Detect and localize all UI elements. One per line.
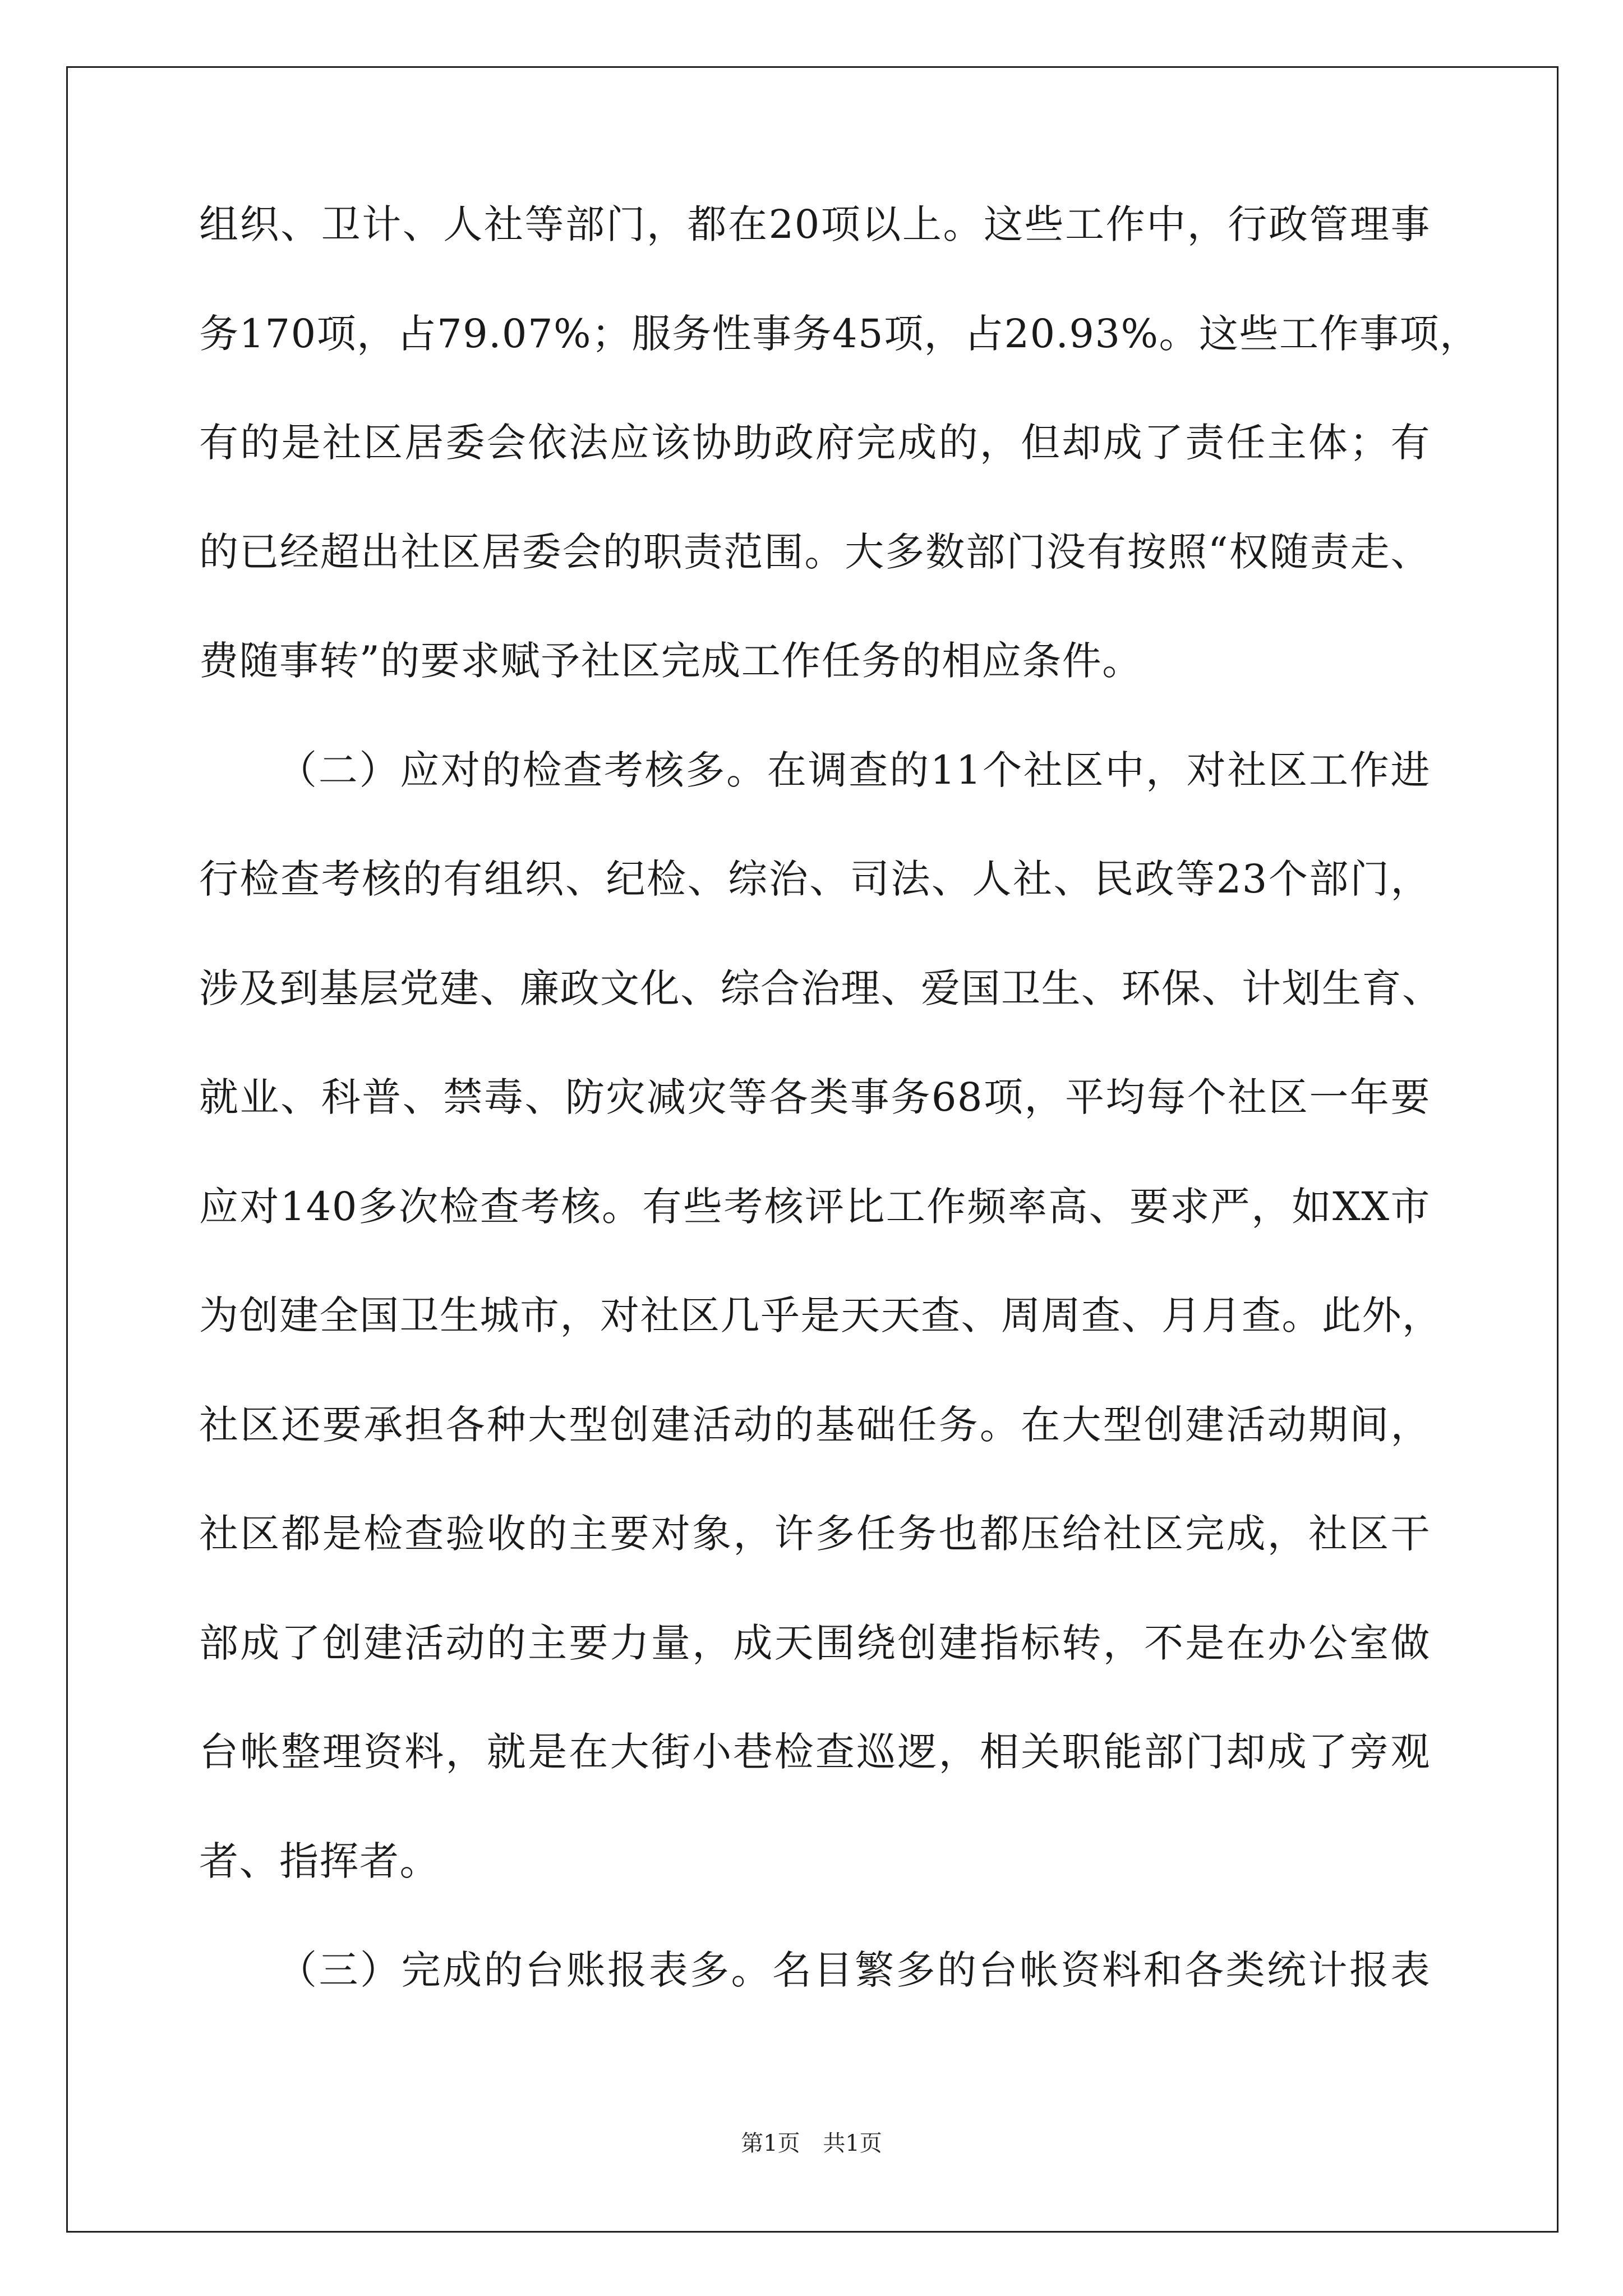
page-number: 第1页 xyxy=(741,2131,800,2156)
text-line: 就业、科普、禁毒、防灾减灾等各类事务68项，平均每个社区一年要 xyxy=(199,1074,1431,1120)
text-line: 社区还要承担各种大型创建活动的基础任务。在大型创建活动期间， xyxy=(199,1401,1431,1448)
text-line: 费随事转”的要求赋予社区完成工作任务的相应条件。 xyxy=(199,638,1142,684)
paragraph-start-line: （三）完成的台账报表多。名目繁多的台帐资料和各类统计报表 xyxy=(278,1947,1431,1993)
text-line: 涉及到基层党建、廉政文化、综合治理、爱国卫生、环保、计划生育、 xyxy=(199,965,1442,1011)
text-line: 为创建全国卫生城市，对社区几乎是天天查、周周查、月月查。此外， xyxy=(199,1292,1442,1338)
text-line: 的已经超出社区居委会的职责范围。大多数部门没有按照“权随责走、 xyxy=(199,528,1431,575)
text-line: 社区都是检查验收的主要对象，许多任务也都压给社区完成，社区干 xyxy=(199,1511,1431,1557)
document-body xyxy=(199,201,1480,2060)
page-total: 共1页 xyxy=(823,2131,882,2156)
paragraph-start-line: （二）应对的检查考核多。在调查的11个社区中，对社区工作进 xyxy=(278,747,1431,793)
text-line: 部成了创建活动的主要力量，成天围绕创建指标转，不是在办公室做 xyxy=(199,1619,1431,1666)
page-footer xyxy=(0,2131,1623,2156)
text-line: 应对140多次检查考核。有些考核评比工作频率高、要求严，如XX市 xyxy=(199,1183,1431,1230)
text-line: 台帐整理资料，就是在大街小巷检查巡逻，相关职能部门却成了旁观 xyxy=(199,1729,1431,1775)
text-line: 者、指挥者。 xyxy=(199,1838,440,1884)
text-line: 行检查考核的有组织、纪检、综治、司法、人社、民政等23个部门， xyxy=(199,856,1431,902)
text-line: 务170项，占79.07%；服务性事务45项，占20.93%。这些工作事项， xyxy=(199,310,1480,357)
text-line: 有的是社区居委会依法应该协助政府完成的，但却成了责任主体；有 xyxy=(199,420,1431,466)
text-line: 组织、卫计、人社等部门，都在20项以上。这些工作中，行政管理事 xyxy=(199,201,1431,247)
